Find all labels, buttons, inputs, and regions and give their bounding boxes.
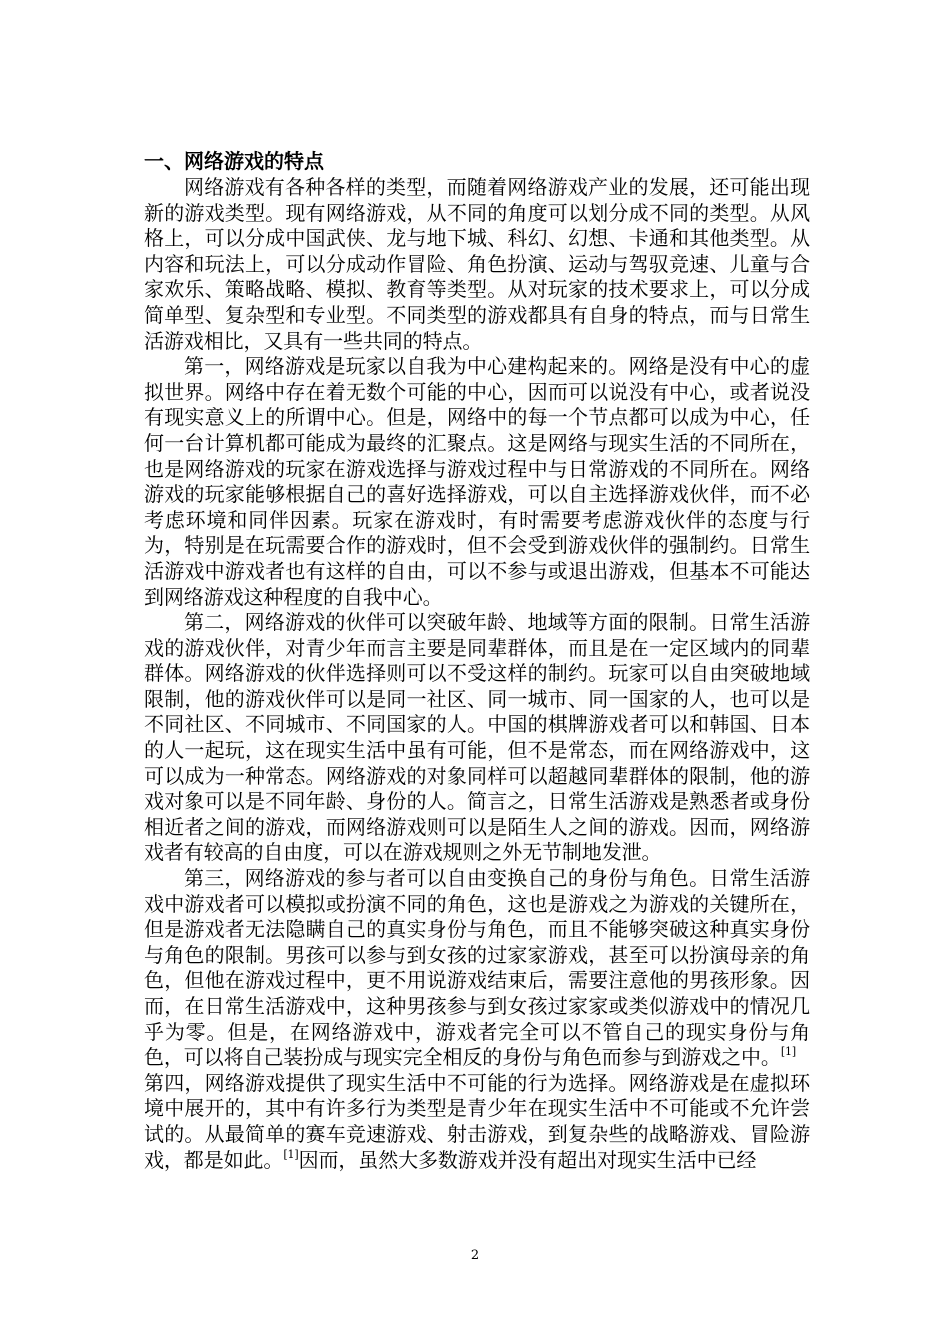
paragraph-third-fourth-point [144, 866, 817, 1173]
paragraph-second-point: 第二，网络游戏的伙伴可以突破年龄、地域等方面的限制。日常生活游戏的游戏伙伴，对青少年而言主要是同辈群体，而且是在一定区域内的同辈群体。网络游戏的伙伴选择则可以不受这样的制约。玩家可以自由突破地域限制，他的游戏伙伴可以是同一社区、同一城市、同一国家的人，也可以是不同社区、不同城市、不同国家的人。中国的棋牌游戏者可以和韩国、日本的人一起玩，这在现实生活中虽有可能，但不是常态，而在网络游戏中，这可以成为一种常态。网络游戏的对象同样可以超越同辈群体的限制，他的游戏对象可以是不同年龄、身份的人。简言之，日常生活游戏是熟悉者或身份相近者之间的游戏，而网络游戏则可以是陌生人之间的游戏。因而，网络游戏者有较高的自由度，可以在游戏规则之外无节制地发泄。 [144, 610, 810, 865]
section-heading: 一、网络游戏的特点 [144, 149, 324, 173]
paragraph-intro: 网络游戏有各种各样的类型，而随着网络游戏产业的发展，还可能出现新的游戏类型。现有网络游戏，从不同的角度可以划分成不同的类型。从风格上，可以分成中国武侠、龙与地下城、科幻、幻想、卡通和其他类型。从内容和玩法上，可以分成动作冒险、角色扮演、运动与驾驭竞速、儿童与合家欢乐、策略战略、模拟、教育等类型。从对玩家的技术要求上，可以分成简单型、复杂型和专业型。不同类型的游戏都具有自身的特点，而与日常生活游戏相比，又具有一些共同的特点。 [144, 175, 810, 353]
document-body [144, 148, 817, 1173]
paragraph-text: 第三，网络游戏的参与者可以自由变换自己的身份与角色。日常生活游戏中游戏者可以模拟或扮演不同的角色，这也是游戏之为游戏的关键所在，但是游戏者无法隐瞒自己的真实身份与角色，而且不能够突破这种真实身份与角色的限制。男孩可以参与到女孩的过家家游戏，甚至可以扮演母亲的角色，但他在游戏过程中，更不用说游戏结束后，需要注意他的男孩形象。因而，在日常生活游戏中，这种男孩参与到女孩过家家或类似游戏中的情况几乎为零。但是，在网络游戏中，游戏者完全可以不管自己的现实身份与角色，可以将自己装扮成与现实完全相反的身份与角色而参与到游戏之中。 [144, 866, 810, 1070]
citation-marker: [1] [283, 1147, 299, 1161]
paragraph-text: 第四，网络游戏提供了现实生活中不可能的行为选择。网络游戏是在虚拟环境中展开的，其中有许多行为类型是青少年在现实生活中不可能或不允许尝试的。从最简单的赛车竞速游戏、射击游戏，到复杂些的战略游戏、冒险游戏，都是如此。 [144, 1045, 817, 1172]
paragraph-first-point: 第一，网络游戏是玩家以自我为中心建构起来的。网络是没有中心的虚拟世界。网络中存在着无数个可能的中心，因而可以说没有中心，或者说没有现实意义上的所谓中心。但是，网络中的每一个节点都可以成为中心，任何一台计算机都可能成为最终的汇聚点。这是网络与现实生活的不同所在，也是网络游戏的玩家在游戏选择与游戏过程中与日常游戏的不同所在。网络游戏的玩家能够根据自己的喜好选择游戏，可以自主选择游戏伙伴，而不必考虑环境和同伴因素。玩家在游戏时，有时需要考虑游戏伙伴的态度与行为，特别是在玩需要合作的游戏时，但不会受到游戏伙伴的强制约。日常生活游戏中游戏者也有这样的自由，可以不参与或退出游戏，但基本不可能达到网络游戏这种程度的自我中心。 [144, 354, 810, 609]
paragraph-text: 因而，虽然大多数游戏并没有超出对现实生活中已经 [298, 1147, 757, 1172]
citation-marker: [1] [780, 1045, 797, 1059]
page-number: 2 [470, 1248, 480, 1263]
